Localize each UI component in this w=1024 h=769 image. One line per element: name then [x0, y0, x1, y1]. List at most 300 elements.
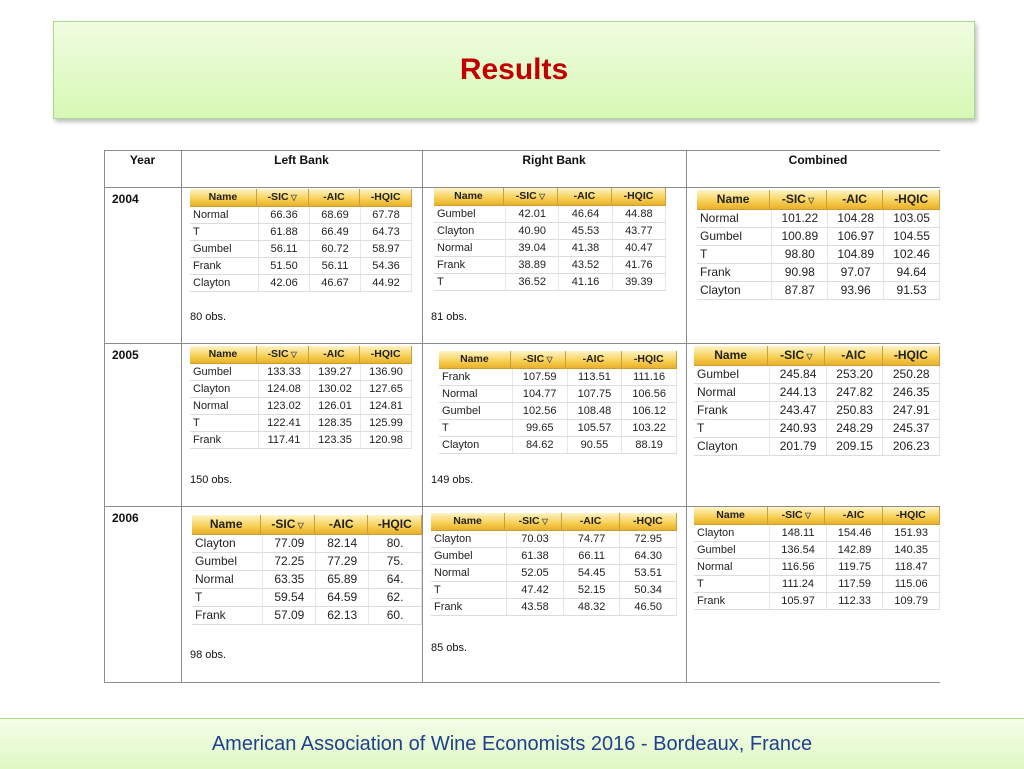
sort-dropdown-icon: ▽ [804, 352, 813, 361]
table-cell: 90.98 [772, 264, 828, 281]
table-row [434, 240, 666, 257]
header-cell: -SIC ▽ [504, 188, 558, 205]
table-cell: 105.57 [568, 420, 623, 436]
table-cell: 39.39 [613, 274, 666, 290]
table-cell: 105.97 [770, 593, 827, 609]
table-cell: 50.34 [620, 582, 677, 598]
year-label: 2004 [112, 192, 139, 206]
column-header-year: Year [129, 153, 156, 167]
table-cell: T [434, 274, 506, 290]
table-cell: 58.97 [361, 241, 412, 257]
table-cell: Clayton [434, 223, 506, 239]
table-row [697, 264, 940, 282]
obs-count: 81 obs. [431, 311, 468, 323]
table-cell: Normal [192, 571, 263, 588]
table-row [190, 241, 412, 258]
table-cell: 126.01 [310, 398, 361, 414]
table-row [694, 402, 940, 420]
header-cell: -HQIC [368, 515, 422, 534]
table-cell: 66.11 [564, 548, 621, 564]
table-row [694, 593, 940, 610]
mini-table-header [697, 190, 940, 210]
header-cell: -SIC ▽ [768, 507, 825, 524]
table-cell: 65.89 [316, 571, 369, 588]
grid-line [104, 343, 940, 344]
table-cell: 56.11 [259, 241, 310, 257]
table-cell: 64. [369, 571, 422, 588]
table-cell: Frank [697, 264, 772, 281]
table-cell: 248.29 [827, 420, 884, 437]
table-cell: 41.38 [559, 240, 612, 256]
table-cell: 124.08 [259, 381, 310, 397]
header-cell: -SIC ▽ [511, 351, 566, 368]
table-row [697, 228, 940, 246]
table-cell: 246.35 [883, 384, 940, 401]
table-cell: 123.02 [259, 398, 310, 414]
sort-dropdown-icon: ▽ [805, 196, 815, 205]
table-cell: 82.14 [316, 535, 369, 552]
table-cell: 240.93 [770, 420, 827, 437]
table-cell: Gumbel [694, 366, 770, 383]
table-cell: 109.79 [883, 593, 940, 609]
header-cell: -HQIC [360, 189, 412, 206]
table-cell: 59.54 [263, 589, 316, 606]
table-cell: T [192, 589, 263, 606]
mini-table-left [190, 189, 412, 292]
table-cell: 94.64 [884, 264, 940, 281]
mini-table-header [434, 188, 666, 206]
table-cell: 75. [369, 553, 422, 570]
grid-line [104, 150, 940, 151]
grid-line [104, 682, 940, 683]
mini-table-header [694, 507, 940, 525]
header-cell: -AIC [315, 515, 369, 534]
table-cell: 119.75 [827, 559, 884, 575]
obs-count: 98 obs. [190, 649, 227, 661]
results-table [104, 150, 940, 683]
table-cell: Normal [434, 240, 506, 256]
table-cell: Gumbel [192, 553, 263, 570]
table-cell: 99.65 [513, 420, 568, 436]
table-cell: 61.88 [259, 224, 310, 240]
mini-table-header [439, 351, 677, 369]
year-label: 2006 [112, 511, 139, 525]
table-row [439, 420, 677, 437]
table-cell: 91.53 [884, 282, 940, 299]
table-cell: 243.47 [770, 402, 827, 419]
table-cell: 102.56 [513, 403, 568, 419]
table-cell: 106.12 [622, 403, 677, 419]
table-cell: 84.62 [513, 437, 568, 453]
table-cell: 106.56 [622, 386, 677, 402]
table-cell: 47.42 [507, 582, 564, 598]
mini-table-combined [694, 346, 940, 456]
table-cell: 247.91 [883, 402, 940, 419]
column-header-combined: Combined [788, 153, 848, 167]
table-cell: 122.41 [259, 415, 310, 431]
table-cell: 62. [369, 589, 422, 606]
footer-text: American Association of Wine Economists 2016 - Bordeaux, France [211, 732, 813, 755]
grid-line [686, 150, 687, 683]
slide-title: Results [459, 53, 569, 86]
table-cell: 46.67 [310, 275, 361, 291]
table-cell: 117.41 [259, 432, 310, 448]
table-row [431, 565, 677, 582]
table-cell: Normal [190, 207, 259, 223]
table-cell: 120.98 [361, 432, 412, 448]
table-cell: 106.97 [828, 228, 884, 245]
table-cell: T [439, 420, 513, 436]
mini-table-right [431, 513, 677, 616]
header-cell: -HQIC [360, 346, 412, 363]
table-cell: Clayton [190, 381, 259, 397]
table-row [439, 369, 677, 386]
table-row [697, 282, 940, 300]
table-cell: 103.22 [622, 420, 677, 436]
table-cell: 250.83 [827, 402, 884, 419]
table-row [434, 206, 666, 223]
title-banner [53, 21, 975, 119]
table-cell: 101.22 [772, 210, 828, 227]
table-cell: 80. [369, 535, 422, 552]
table-cell: 39.04 [506, 240, 559, 256]
table-cell: 64.30 [620, 548, 677, 564]
table-row [697, 210, 940, 228]
table-row [694, 438, 940, 456]
mini-table-combined [694, 507, 940, 610]
table-cell: Gumbel [190, 364, 259, 380]
table-row [192, 589, 422, 607]
table-cell: 66.36 [259, 207, 310, 223]
mini-table-left [190, 346, 412, 449]
table-cell: 68.69 [310, 207, 361, 223]
table-row [434, 223, 666, 240]
header-cell: Name [192, 515, 261, 534]
header-cell: -HQIC [883, 507, 940, 524]
table-cell: 77.09 [263, 535, 316, 552]
table-cell: Clayton [192, 535, 263, 552]
table-cell: 104.89 [828, 246, 884, 263]
table-cell: 93.96 [828, 282, 884, 299]
table-row [190, 364, 412, 381]
table-cell: 136.90 [361, 364, 412, 380]
table-cell: 201.79 [770, 438, 827, 455]
table-row [192, 553, 422, 571]
table-cell: 111.24 [770, 576, 827, 592]
sort-dropdown-icon: ▽ [544, 355, 553, 364]
table-row [192, 571, 422, 589]
table-cell: T [697, 246, 772, 263]
sort-dropdown-icon: ▽ [802, 511, 811, 520]
table-cell: 108.48 [568, 403, 623, 419]
table-cell: Clayton [697, 282, 772, 299]
table-cell: Gumbel [431, 548, 507, 564]
table-cell: 247.82 [827, 384, 884, 401]
table-cell: 117.59 [827, 576, 884, 592]
table-cell: 245.37 [883, 420, 940, 437]
mini-table-combined [697, 190, 940, 300]
table-row [694, 384, 940, 402]
table-cell: T [190, 224, 259, 240]
table-cell: T [190, 415, 259, 431]
table-row [192, 607, 422, 625]
sort-dropdown-icon: ▽ [536, 192, 546, 201]
table-row [192, 535, 422, 553]
table-cell: 67.78 [361, 207, 412, 223]
table-cell: 52.15 [564, 582, 621, 598]
table-row [434, 274, 666, 291]
grid-line [104, 150, 105, 683]
table-row [431, 599, 677, 616]
table-cell: 40.47 [613, 240, 666, 256]
table-cell: 43.58 [507, 599, 564, 615]
table-cell: Frank [434, 257, 506, 273]
table-cell: Normal [694, 384, 770, 401]
table-cell: 142.89 [827, 542, 884, 558]
header-cell: Name [190, 189, 257, 206]
table-cell: 54.36 [361, 258, 412, 274]
table-cell: 98.80 [772, 246, 828, 263]
mini-table-left [192, 515, 422, 625]
table-cell: 103.05 [884, 210, 940, 227]
table-cell: Clayton [694, 438, 770, 455]
table-cell: 107.75 [568, 386, 623, 402]
table-cell: Gumbel [190, 241, 259, 257]
header-cell: Name [431, 513, 505, 530]
header-cell: Name [694, 346, 768, 365]
sort-dropdown-icon: ▽ [295, 521, 304, 530]
table-cell: 253.20 [827, 366, 884, 383]
table-cell: 123.35 [310, 432, 361, 448]
table-cell: Clayton [694, 525, 770, 541]
table-row [694, 542, 940, 559]
header-cell: -SIC ▽ [770, 190, 827, 209]
table-cell: Frank [439, 369, 513, 385]
table-cell: 104.55 [884, 228, 940, 245]
table-cell: 74.77 [564, 531, 621, 547]
table-row [694, 559, 940, 576]
header-cell: -HQIC [883, 346, 940, 365]
table-cell: 53.51 [620, 565, 677, 581]
table-cell: Frank [192, 607, 263, 624]
table-cell: 61.38 [507, 548, 564, 564]
sort-dropdown-icon: ▽ [288, 350, 297, 359]
table-cell: 130.02 [310, 381, 361, 397]
table-cell: 77.29 [316, 553, 369, 570]
table-row [190, 381, 412, 398]
table-cell: 128.35 [310, 415, 361, 431]
table-cell: 57.09 [263, 607, 316, 624]
table-cell: 154.46 [827, 525, 884, 541]
table-row [190, 258, 412, 275]
table-cell: 112.33 [827, 593, 884, 609]
table-cell: T [694, 576, 770, 592]
mini-table-header [431, 513, 677, 531]
table-cell: 66.49 [310, 224, 361, 240]
table-cell: 206.23 [883, 438, 940, 455]
table-cell: 127.65 [361, 381, 412, 397]
table-row [190, 398, 412, 415]
table-cell: 64.73 [361, 224, 412, 240]
table-row [434, 257, 666, 274]
table-cell: 209.15 [827, 438, 884, 455]
table-cell: 43.77 [613, 223, 666, 239]
table-cell: 136.54 [770, 542, 827, 558]
column-header-left-bank: Left Bank [274, 153, 329, 167]
header-cell: Name [190, 346, 257, 363]
table-cell: Normal [694, 559, 770, 575]
header-cell: Name [694, 507, 768, 524]
table-cell: 90.55 [568, 437, 623, 453]
table-cell: Gumbel [694, 542, 770, 558]
table-cell: Normal [439, 386, 513, 402]
header-cell: -SIC ▽ [505, 513, 562, 530]
table-row [190, 224, 412, 241]
mini-table-header [190, 346, 412, 364]
header-cell: Name [697, 190, 770, 209]
header-cell: -SIC ▽ [257, 346, 309, 363]
table-cell: 245.84 [770, 366, 827, 383]
table-cell: 60.72 [310, 241, 361, 257]
header-cell: -HQIC [612, 188, 666, 205]
table-cell: 46.64 [559, 206, 612, 222]
table-row [190, 207, 412, 224]
table-cell: 44.92 [361, 275, 412, 291]
header-cell: -SIC ▽ [257, 189, 309, 206]
table-cell: 48.32 [564, 599, 621, 615]
table-cell: 88.19 [622, 437, 677, 453]
table-cell: 46.50 [620, 599, 677, 615]
year-label: 2005 [112, 348, 139, 362]
table-cell: 38.89 [506, 257, 559, 273]
table-cell: Frank [694, 593, 770, 609]
table-cell: 45.53 [559, 223, 612, 239]
table-cell: 36.52 [506, 274, 559, 290]
table-cell: 42.06 [259, 275, 310, 291]
table-row [431, 531, 677, 548]
table-cell: 111.16 [622, 369, 677, 385]
table-cell: 104.28 [828, 210, 884, 227]
table-row [694, 525, 940, 542]
table-cell: Clayton [439, 437, 513, 453]
mini-table-right [434, 188, 666, 291]
table-cell: 62.13 [316, 607, 369, 624]
table-row [694, 420, 940, 438]
table-cell: 140.35 [883, 542, 940, 558]
table-row [439, 386, 677, 403]
grid-line [181, 150, 182, 683]
sort-dropdown-icon: ▽ [288, 193, 297, 202]
table-cell: 72.25 [263, 553, 316, 570]
header-cell: -AIC [825, 346, 882, 365]
table-cell: 64.59 [316, 589, 369, 606]
table-cell: Clayton [431, 531, 507, 547]
table-cell: Normal [431, 565, 507, 581]
table-row [190, 275, 412, 292]
table-cell: 44.88 [613, 206, 666, 222]
table-cell: Normal [697, 210, 772, 227]
table-row [697, 246, 940, 264]
table-cell: Normal [190, 398, 259, 414]
obs-count: 150 obs. [190, 474, 233, 486]
table-cell: Frank [190, 258, 259, 274]
table-cell: 139.27 [310, 364, 361, 380]
mini-table-header [190, 189, 412, 207]
table-cell: Gumbel [439, 403, 513, 419]
table-cell: 41.76 [613, 257, 666, 273]
table-cell: 51.50 [259, 258, 310, 274]
header-cell: -HQIC [622, 351, 677, 368]
table-cell: 56.11 [310, 258, 361, 274]
header-cell: -AIC [309, 346, 361, 363]
header-cell: -AIC [558, 188, 612, 205]
table-row [431, 582, 677, 599]
table-cell: 42.01 [506, 206, 559, 222]
table-cell: 113.51 [568, 369, 623, 385]
table-cell: 72.95 [620, 531, 677, 547]
table-row [190, 415, 412, 432]
header-cell: -AIC [825, 507, 882, 524]
table-cell: 244.13 [770, 384, 827, 401]
table-cell: 250.28 [883, 366, 940, 383]
table-cell: 87.87 [772, 282, 828, 299]
table-cell: 102.46 [884, 246, 940, 263]
table-cell: 107.59 [513, 369, 568, 385]
header-cell: -HQIC [883, 190, 940, 209]
table-cell: Gumbel [434, 206, 506, 222]
table-cell: 116.56 [770, 559, 827, 575]
header-cell: Name [434, 188, 504, 205]
table-cell: 97.07 [828, 264, 884, 281]
table-cell: T [431, 582, 507, 598]
table-row [439, 403, 677, 420]
table-cell: 60. [369, 607, 422, 624]
header-cell: -SIC ▽ [261, 515, 315, 534]
header-cell: Name [439, 351, 511, 368]
grid-line [422, 150, 423, 683]
footer-bar [0, 718, 1024, 769]
table-cell: 52.05 [507, 565, 564, 581]
table-cell: 118.47 [883, 559, 940, 575]
mini-table-header [694, 346, 940, 366]
obs-count: 149 obs. [431, 474, 474, 486]
table-cell: 115.06 [883, 576, 940, 592]
table-cell: Frank [431, 599, 507, 615]
table-cell: 54.45 [564, 565, 621, 581]
table-cell: 104.77 [513, 386, 568, 402]
table-cell: 100.89 [772, 228, 828, 245]
mini-table-right [439, 351, 677, 454]
table-cell: 148.11 [770, 525, 827, 541]
table-cell: 133.33 [259, 364, 310, 380]
table-cell: 151.93 [883, 525, 940, 541]
header-cell: -AIC [562, 513, 619, 530]
obs-count: 80 obs. [190, 311, 227, 323]
mini-table-header [192, 515, 422, 535]
obs-count: 85 obs. [431, 642, 468, 654]
table-row [694, 366, 940, 384]
sort-dropdown-icon: ▽ [539, 517, 548, 526]
table-row [694, 576, 940, 593]
table-row [431, 548, 677, 565]
header-cell: -AIC [309, 189, 361, 206]
table-cell: Clayton [190, 275, 259, 291]
table-cell: 41.16 [559, 274, 612, 290]
table-cell: Gumbel [697, 228, 772, 245]
table-cell: 125.99 [361, 415, 412, 431]
header-cell: -SIC ▽ [768, 346, 825, 365]
table-cell: 43.52 [559, 257, 612, 273]
